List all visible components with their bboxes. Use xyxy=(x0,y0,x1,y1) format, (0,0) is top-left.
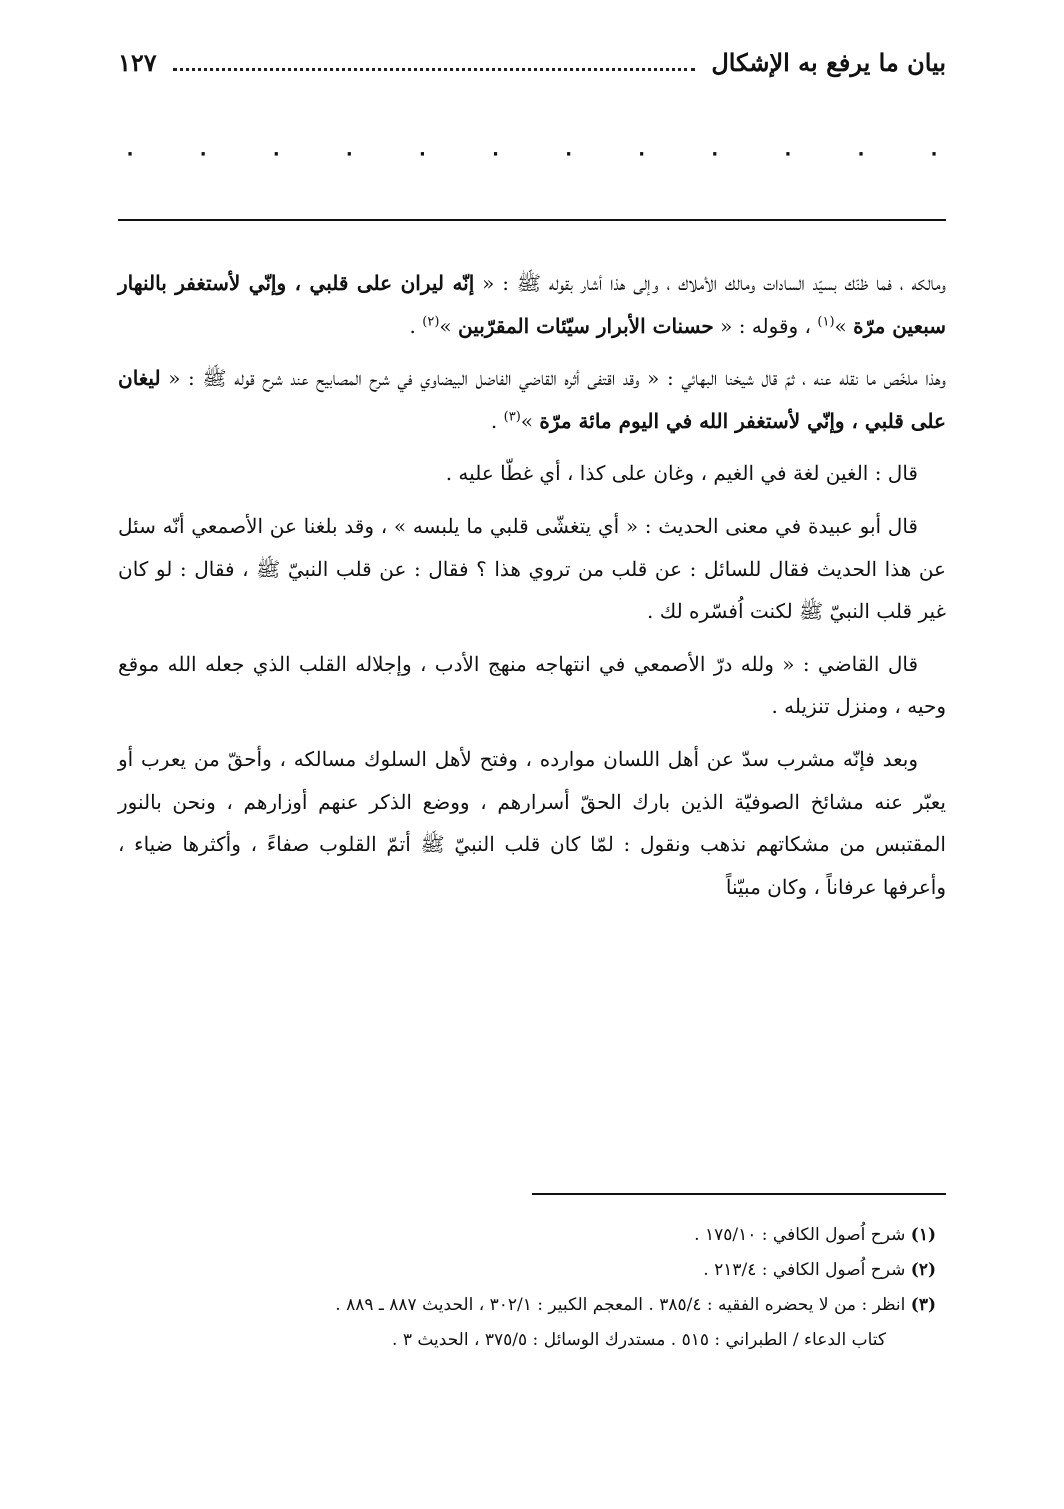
horizontal-rule xyxy=(118,219,946,221)
separator-dot: ٠ xyxy=(708,140,721,166)
separator-dot: ٠ xyxy=(270,140,283,166)
separator-dot: ٠ xyxy=(562,140,575,166)
separator-dot: ٠ xyxy=(928,140,940,166)
footnote-ref: (٣) xyxy=(503,409,521,425)
separator-dot: ٠ xyxy=(489,140,502,166)
section-separator xyxy=(118,140,946,166)
main-text xyxy=(118,262,946,918)
separator-dot: ٠ xyxy=(635,140,648,166)
footnote xyxy=(118,1288,946,1323)
text-run: ومالكه ، فما ظنّك بسيّد السادات ومالك الأملاك ، وإلى هذا أشار بقوله ﷺ : « xyxy=(474,271,946,295)
footnotes xyxy=(118,1218,946,1358)
quoted-hadith: حسنات الأبرار سيّئات المقرّبين xyxy=(458,313,714,338)
footnote xyxy=(118,1253,946,1288)
separator-dot: ٠ xyxy=(124,140,136,166)
separator-dot: ٠ xyxy=(855,140,867,166)
footnote-ref: (١) xyxy=(817,313,835,329)
running-header xyxy=(118,38,946,86)
text-run: وبعد فإنّه مشرب سدّ عن أهل اللسان موارده ، وفتح لأهل السلوك مسالكه ، وأحقّ من يعرب أو يعبّر عنه مشائخ الصوفيّة الذين بارك الحقّ أسرارهم ، ووضع الذكر عنهم أوزارهم ، ونحن بالنور المقتبس من مشكاتهم نذهب ونقول : لمّا كان قلب النبيّ ﷺ أتمّ القلوب صفاءً ، وأكثرها ضياء ، وأعرفها عرفاناً ، وكان مبيّناً xyxy=(118,746,946,899)
paragraph xyxy=(118,505,946,633)
paragraph xyxy=(118,643,946,728)
footnote-text: شرح اُصول الكافي : ٢١٣/٤ . xyxy=(703,1260,906,1280)
page-number: ١٢٧ xyxy=(118,47,157,77)
quoted-hadith: إنّه ليران على قلبي ، وإنّي لأستغفر بالنهار سبعين مرّة xyxy=(118,271,946,338)
footnote-number: (١) xyxy=(910,1225,936,1245)
separator-dot: ٠ xyxy=(416,140,429,166)
separator-dot: ٠ xyxy=(781,140,794,166)
footnote-rule xyxy=(532,1193,946,1195)
text-run: قال القاضي : « ولله درّ الأصمعي في انتهاجه منهج الأدب ، وإجلاله القلب الذي جعله الله موقع وحيه ، ومنزل تنزيله . xyxy=(118,651,946,719)
running-title: بيان ما يرفع به الإشكال xyxy=(711,47,946,77)
paragraph xyxy=(118,738,946,908)
paragraph xyxy=(118,262,946,347)
footnote-continuation: كتاب الدعاء / الطبراني : ٥١٥ . مستدرك الوسائل : ٣٧٥/٥ ، الحديث ٣ . xyxy=(392,1330,886,1350)
paragraph xyxy=(118,452,946,495)
text-run: . xyxy=(409,313,423,338)
footnote xyxy=(118,1218,946,1253)
text-run: » xyxy=(520,408,540,433)
footnote-number: (٣) xyxy=(910,1295,936,1315)
text-run: قال : الغين لغة في الغيم ، وغان على كذا ، أي غطّا عليه . xyxy=(445,461,918,486)
book-page xyxy=(118,0,946,1509)
text-run: . xyxy=(490,408,504,433)
text-run: وهذا ملخّص ما نقله عنه ، ثمّ قال شيخنا البهائي : « وقد اقتفى أثره القاضي الفاضل البيضاوي في شرح المصابيح عند شرح قوله ﷺ : « xyxy=(160,366,946,391)
footnote-text: شرح اُصول الكافي : ١٧٥/١٠ . xyxy=(694,1225,906,1245)
text-run: » xyxy=(439,313,458,338)
separator-dot: ٠ xyxy=(343,140,356,166)
footnote-ref: (٢) xyxy=(422,313,440,329)
text-run: قال أبو عبيدة في معنى الحديث : « أي يتغشّى قلبي ما يلبسه » ، وقد بلغنا عن الأصمعي أنّه سئل عن هذا الحديث فقال للسائل : عن قلب من تروي هذا ؟ فقال : عن قلب النبيّ ﷺ ، فقال : لو كان غير قلب النبيّ ﷺ لكنت اُفسّره لك . xyxy=(118,513,946,624)
separator-dot: ٠ xyxy=(197,140,210,166)
text-run: » xyxy=(834,313,854,338)
footnote-text: انظر : من لا يحضره الفقيه : ٣٨٥/٤ . المعجم الكبير : ٣٠٢/١ ، الحديث ٨٨٧ ـ ٨٨٩ . xyxy=(335,1295,906,1315)
dotted-leader xyxy=(173,54,696,71)
text-run: ، وقوله : « xyxy=(713,313,818,338)
quoted-hadith: ليغان على قلبي ، وإنّي لأستغفر الله في اليوم مائة مرّة xyxy=(118,366,946,433)
paragraph xyxy=(118,357,946,442)
footnote-number: (٢) xyxy=(910,1260,936,1280)
